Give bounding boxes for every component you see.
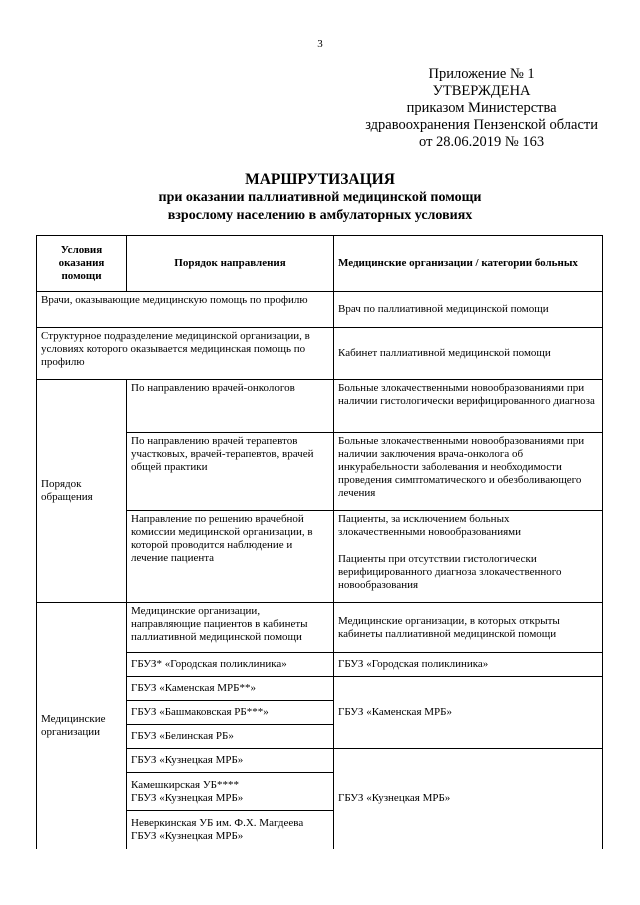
approved-by-line: приказом Министерства <box>406 100 557 116</box>
routing-table <box>36 235 603 849</box>
approved-label: УТВЕРЖДЕНА <box>432 83 531 99</box>
title-subtitle-1: при оказании паллиативной медицинской помощи <box>158 190 482 205</box>
order-date-number: от 28.06.2019 № 163 <box>419 134 545 150</box>
org-kamenskaya-cabinet: ГБУЗ «Каменская МРБ» <box>334 677 603 749</box>
table-row <box>37 328 603 380</box>
title-subtitle-2: взрослому населению в амбулаторных условиях <box>167 208 473 223</box>
order-commission-referral: Направление по решению врачебной комиссии медицинской организации, в которой проводится наблюдение и лечение пациента <box>127 511 334 603</box>
table-row <box>37 380 603 433</box>
org-neverkinskaya-parent: ГБУЗ «Кузнецкая МРБ» <box>131 829 244 842</box>
row-doctors-right: Врач по паллиативной медицинской помощи <box>334 292 603 328</box>
org-bashmakovskaya-referring: ГБУЗ «Башмаковская РБ***» <box>127 701 334 725</box>
title-main: МАРШРУТИЗАЦИЯ <box>245 171 395 188</box>
org-kuznetskaya-cabinet: ГБУЗ «Кузнецкая МРБ» <box>334 749 603 849</box>
table-header-row <box>37 236 603 292</box>
order-therapists-patients: Больные злокачественными новообразованиями при наличии заключения врача-онколога об инкурабельности заболевания и необходимости проведения симптоматического и обезболивающего лечения <box>334 433 603 511</box>
order-oncologists-patients: Больные злокачественными новообразованиями при наличии гистологически верифицированного диагноза <box>334 380 603 433</box>
table-row <box>37 292 603 328</box>
orgs-referring-header: Медицинские организации, направляющие пациентов в кабинеты паллиативной медицинской помощи <box>127 603 334 653</box>
org-city-polyclinic-referring: ГБУЗ* «Городская поликлиника» <box>127 653 334 677</box>
org-neverkinskaya-referring <box>127 811 334 849</box>
org-kameshkirskaya-referring <box>127 773 334 811</box>
org-kamenskaya-referring: ГБУЗ «Каменская МРБ**» <box>127 677 334 701</box>
orgs-with-cabinets-header: Медицинские организации, в которых открыты кабинеты паллиативной медицинской помощи <box>334 603 603 653</box>
table-row <box>37 603 603 653</box>
header-referral-order: Порядок направления <box>127 236 334 292</box>
org-belinskaya-referring: ГБУЗ «Белинская РБ» <box>127 725 334 749</box>
page-number: 3 <box>317 38 323 50</box>
appendix-number: Приложение № 1 <box>428 66 535 82</box>
document-title <box>0 170 640 225</box>
commission-patients-b: Пациенты при отсутствии гистологически верифицированного диагноза злокачественного новообразования <box>338 553 562 591</box>
order-oncologists-referral: По направлению врачей-онкологов <box>127 380 334 433</box>
org-kuznetskaya-referring: ГБУЗ «Кузнецкая МРБ» <box>127 749 334 773</box>
org-kameshkirskaya-name: Камешкирская УБ**** <box>131 778 239 791</box>
ministry-name: здравоохранения Пензенской области <box>365 117 598 133</box>
header-conditions: Условия оказания помощи <box>37 236 127 292</box>
order-therapists-referral: По направлению врачей терапевтов участковых, врачей-терапевтов, врачей общей практики <box>127 433 334 511</box>
org-neverkinskaya-name: Неверкинская УБ им. Ф.Х. Магдеева <box>131 816 304 829</box>
approval-block <box>365 66 598 151</box>
order-commission-patients <box>334 511 603 603</box>
org-kameshkirskaya-parent: ГБУЗ «Кузнецкая МРБ» <box>131 791 244 804</box>
commission-patients-a: Пациенты, за исключением больных злокачественными новообразованиями <box>338 513 521 538</box>
row-unit-right: Кабинет паллиативной медицинской помощи <box>334 328 603 380</box>
header-organizations: Медицинские организации / категории больных <box>334 236 603 292</box>
row-doctors-left: Врачи, оказывающие медицинскую помощь по профилю <box>37 292 334 328</box>
medical-organizations-label: Медицинские организации <box>37 603 127 849</box>
order-of-application-label: Порядок обращения <box>37 380 127 603</box>
org-city-polyclinic-cabinet: ГБУЗ «Городская поликлиника» <box>334 653 603 677</box>
row-unit-left: Структурное подразделение медицинской организации, в условиях которого оказывается медицинская помощь по профилю <box>37 328 334 380</box>
